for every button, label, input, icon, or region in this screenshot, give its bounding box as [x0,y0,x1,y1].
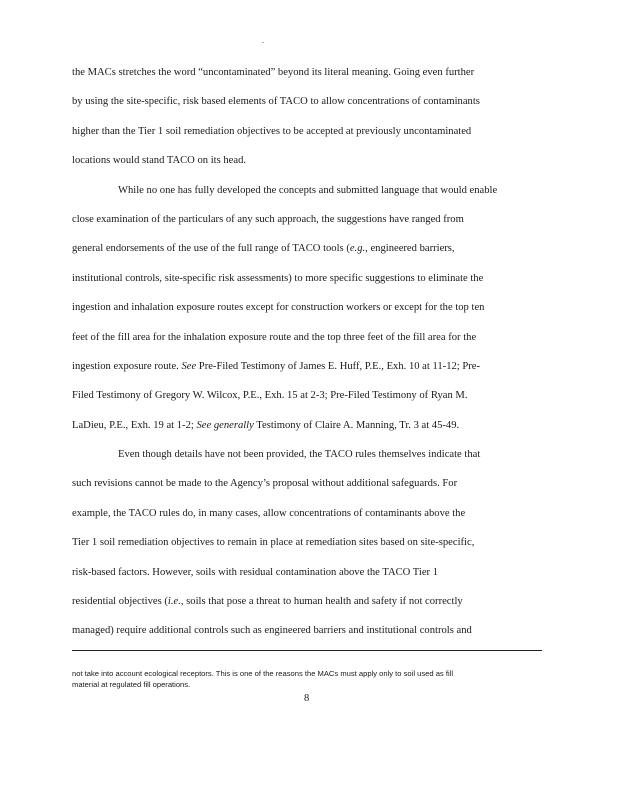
text-line [72,58,552,87]
page-number: 8 [304,693,310,704]
italic-text: e.g. [349,243,366,255]
text-segment: Filed Testimony of Gregory W. Wilcox, P.E., Exh. 15 at 2-3; Pre-Filed Testimony of Ryan M. [72,390,468,402]
text-segment: higher than the Tier 1 soil remediation objectives to be accepted at previously uncontaminated [72,125,472,137]
body-text [72,58,552,646]
footnote-line: not take into account ecological receptors. This is one of the reasons the MACs must apply only to soil used as fill [72,669,454,678]
text-line [72,293,552,322]
text-segment: , soils that pose a threat to human health and safety if not correctly [180,596,463,608]
text-line [72,411,552,440]
italic-text: See [181,360,197,372]
text-segment: Even though details have not been provided, the TACO rules themselves indicate that [118,449,481,461]
footnote [72,668,552,690]
text-segment: feet of the fill area for the inhalation exposure route and the top three feet of the fill area for the [72,331,477,343]
text-line [72,117,552,146]
text-line [72,205,552,234]
text-line [72,440,552,469]
text-segment: example, the TACO rules do, in many cases, allow concentrations of contaminants above the [72,507,466,519]
text-segment: locations would stand TACO on its head. [72,155,247,167]
text-segment: institutional controls, site-specific risk assessments) to more specific suggestions to eliminate the [72,272,484,284]
text-line [72,499,552,528]
text-segment: ingestion exposure route. [72,360,182,372]
header-mark: . [262,36,264,45]
text-segment: ingestion and inhalation exposure routes except for construction workers or except for the top ten [72,302,485,314]
text-line [72,146,552,175]
text-segment: general endorsements of the use of the full range of TACO tools ( [72,243,350,255]
text-line [72,176,552,205]
italic-text: See generally [196,419,254,431]
text-line [72,352,552,381]
text-segment: risk-based factors. However, soils with residual contamination above the TACO Tier 1 [72,566,439,578]
text-segment: close examination of the particulars of any such approach, the suggestions have ranged from [72,213,464,225]
text-segment: Pre-Filed Testimony of James E. Huff, P.E., Exh. 10 at 11-12; Pre- [196,360,481,372]
footnote-line: material at regulated fill operations. [72,680,191,689]
text-line [72,87,552,116]
text-line [72,616,552,645]
text-segment: While no one has fully developed the concepts and submitted language that would enable [118,184,498,196]
text-line [72,469,552,498]
text-line [72,381,552,410]
text-line [72,323,552,352]
text-segment: the MACs stretches the word “uncontaminated” beyond its literal meaning. Going even further [72,67,475,78]
text-segment: by using the site-specific, risk based elements of TACO to allow concentrations of contaminants [72,96,480,108]
text-segment: Tier 1 soil remediation objectives to remain in place at remediation sites based on site-specific, [72,537,475,549]
text-segment: managed) require additional controls such as engineered barriers and institutional controls and [72,625,472,637]
text-line [72,234,552,263]
text-line [72,264,552,293]
text-segment: Testimony of Claire A. Manning, Tr. 3 at 45-49. [253,419,460,431]
text-segment: , engineered barriers, [365,243,455,255]
text-line [72,528,552,557]
text-segment: such revisions cannot be made to the Agency’s proposal without additional safeguards. For [72,478,458,490]
text-line [72,587,552,616]
text-segment: LaDieu, P.E., Exh. 19 at 1-2; [72,419,197,431]
italic-text: i.e. [167,596,181,608]
footnote-divider [72,650,542,651]
text-line [72,558,552,587]
text-segment: residential objectives ( [72,596,168,608]
